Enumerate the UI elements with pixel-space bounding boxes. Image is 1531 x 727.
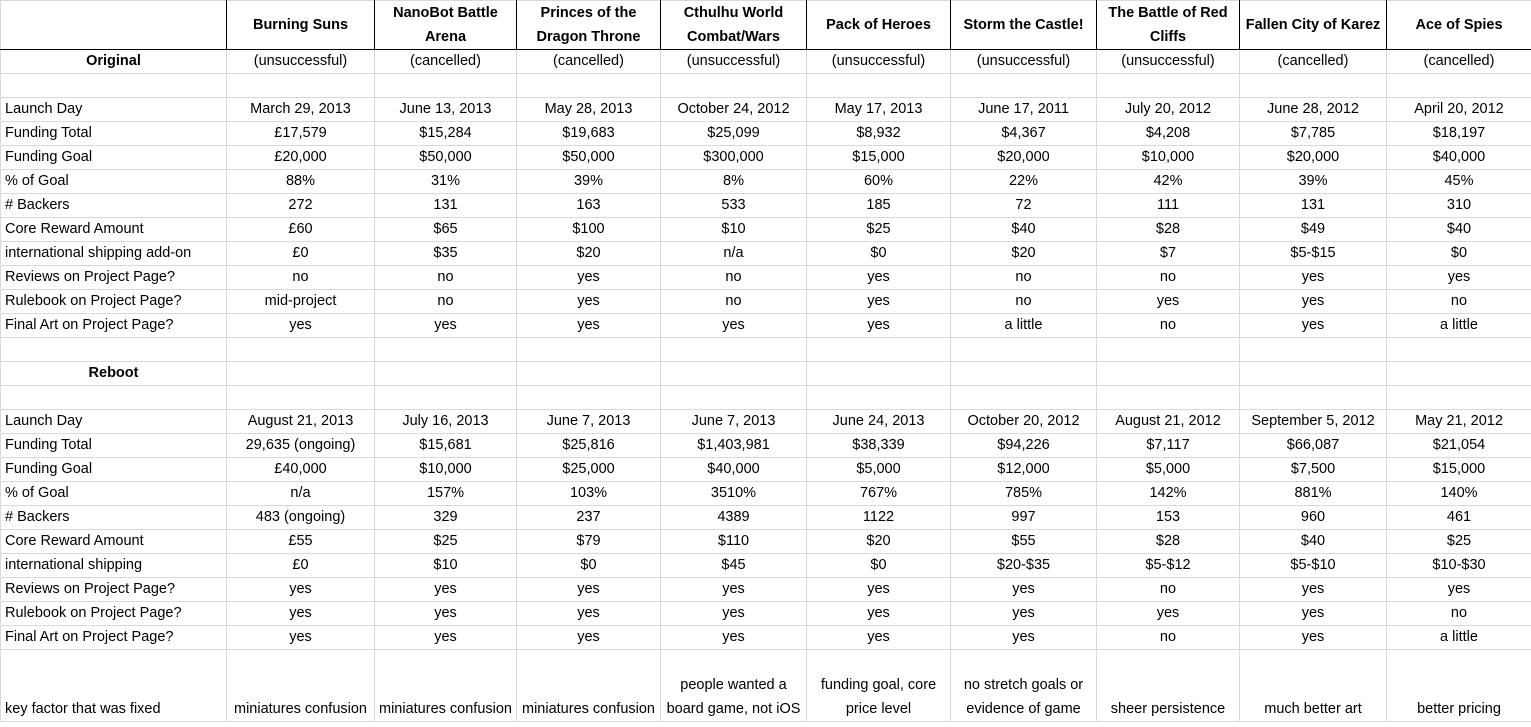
original-data-row [1, 194, 1531, 218]
section-title-reboot[interactable]: Reboot [1, 362, 227, 386]
empty-cell[interactable] [661, 386, 807, 410]
data-cell[interactable]: 88% [227, 170, 375, 194]
data-cell[interactable]: $25 [375, 530, 517, 554]
data-cell[interactable]: $5-$10 [1240, 554, 1387, 578]
data-cell[interactable]: £55 [227, 530, 375, 554]
key-factor-cell[interactable]: no stretch goals or evidence of game [951, 650, 1097, 722]
key-factor-cell[interactable]: miniatures confusion [227, 650, 375, 722]
data-cell[interactable]: 60% [807, 170, 951, 194]
data-cell[interactable]: yes [1240, 314, 1387, 338]
data-cell[interactable]: $25 [1387, 530, 1531, 554]
data-cell[interactable]: $10 [661, 218, 807, 242]
data-cell[interactable]: 310 [1387, 194, 1531, 218]
reboot-title-row [1, 362, 1531, 386]
row-label[interactable]: Funding Total [1, 122, 227, 146]
data-cell[interactable]: $79 [517, 530, 661, 554]
empty-cell[interactable] [807, 338, 951, 362]
key-factor-cell[interactable]: funding goal, core price level [807, 650, 951, 722]
empty-cell[interactable] [1097, 362, 1240, 386]
row-label[interactable]: Core Reward Amount [1, 530, 227, 554]
original-data-row [1, 242, 1531, 266]
empty-cell[interactable] [1387, 338, 1531, 362]
data-cell[interactable]: no [1387, 602, 1531, 626]
key-factor-cell[interactable]: sheer persistence [1097, 650, 1240, 722]
data-cell[interactable]: $0 [1387, 242, 1531, 266]
data-cell[interactable]: $5,000 [1097, 458, 1240, 482]
data-cell[interactable]: $18,197 [1387, 122, 1531, 146]
original-data-row [1, 98, 1531, 122]
game-name-header[interactable]: Burning Suns [227, 1, 375, 50]
empty-cell[interactable] [661, 338, 807, 362]
row-label[interactable]: Funding Total [1, 434, 227, 458]
data-cell[interactable]: n/a [661, 242, 807, 266]
data-cell[interactable]: $5,000 [807, 458, 951, 482]
data-cell[interactable]: 785% [951, 482, 1097, 506]
data-cell[interactable]: $12,000 [951, 458, 1097, 482]
data-cell[interactable]: 237 [517, 506, 661, 530]
data-cell[interactable]: $7,785 [1240, 122, 1387, 146]
data-cell[interactable]: $10-$30 [1387, 554, 1531, 578]
data-cell[interactable]: 4389 [661, 506, 807, 530]
data-cell[interactable]: $5-$12 [1097, 554, 1240, 578]
game-name-header[interactable]: The Battle of Red Cliffs [1097, 1, 1240, 50]
data-cell[interactable]: yes [807, 314, 951, 338]
data-cell[interactable]: $7 [1097, 242, 1240, 266]
data-cell[interactable]: yes [1240, 578, 1387, 602]
game-name-header[interactable]: Fallen City of Karez [1240, 1, 1387, 50]
data-cell[interactable]: $15,000 [807, 146, 951, 170]
spacer-row [1, 386, 1531, 410]
data-cell[interactable]: yes [1240, 626, 1387, 650]
data-cell[interactable]: 29,635 (ongoing) [227, 434, 375, 458]
game-name-header[interactable]: Princes of the Dragon Throne [517, 1, 661, 50]
game-status-cell[interactable]: (cancelled) [517, 50, 661, 74]
data-cell[interactable]: a little [951, 314, 1097, 338]
key-factor-row [1, 650, 1531, 722]
data-cell[interactable]: $40,000 [1387, 146, 1531, 170]
data-cell[interactable]: 533 [661, 194, 807, 218]
row-label[interactable]: international shipping add-on [1, 242, 227, 266]
data-cell[interactable]: yes [227, 626, 375, 650]
row-label[interactable]: international shipping [1, 554, 227, 578]
data-cell[interactable]: yes [375, 314, 517, 338]
game-status-cell[interactable]: (unsuccessful) [807, 50, 951, 74]
data-cell[interactable]: $15,284 [375, 122, 517, 146]
data-cell[interactable]: $25,000 [517, 458, 661, 482]
data-cell[interactable]: $49 [1240, 218, 1387, 242]
game-name-header[interactable]: NanoBot Battle Arena [375, 1, 517, 50]
data-cell[interactable]: no [1097, 314, 1240, 338]
data-cell[interactable]: $15,681 [375, 434, 517, 458]
data-cell[interactable]: $20,000 [951, 146, 1097, 170]
data-cell[interactable]: no [951, 266, 1097, 290]
empty-cell[interactable] [951, 386, 1097, 410]
data-cell[interactable]: yes [517, 290, 661, 314]
data-cell[interactable]: $35 [375, 242, 517, 266]
data-cell[interactable]: £20,000 [227, 146, 375, 170]
data-cell[interactable]: yes [807, 290, 951, 314]
data-cell[interactable]: yes [951, 602, 1097, 626]
corner-cell[interactable] [1, 1, 227, 50]
spacer-row [1, 338, 1531, 362]
row-label[interactable]: % of Goal [1, 482, 227, 506]
data-cell[interactable]: $8,932 [807, 122, 951, 146]
data-cell[interactable]: October 20, 2012 [951, 410, 1097, 434]
section-title-original[interactable]: Original [1, 50, 227, 74]
empty-cell[interactable] [1387, 386, 1531, 410]
data-cell[interactable]: yes [661, 578, 807, 602]
data-cell[interactable]: yes [807, 266, 951, 290]
data-cell[interactable]: £0 [227, 242, 375, 266]
original-data-row [1, 290, 1531, 314]
data-cell[interactable]: 42% [1097, 170, 1240, 194]
data-cell[interactable]: yes [227, 578, 375, 602]
game-status-cell[interactable]: (unsuccessful) [1097, 50, 1240, 74]
data-cell[interactable]: 45% [1387, 170, 1531, 194]
game-name-header[interactable]: Storm the Castle! [951, 1, 1097, 50]
original-data-row [1, 266, 1531, 290]
data-cell[interactable]: $66,087 [1240, 434, 1387, 458]
reboot-data-row [1, 410, 1531, 434]
data-cell[interactable]: yes [517, 266, 661, 290]
data-cell[interactable]: yes [661, 314, 807, 338]
data-cell[interactable]: October 24, 2012 [661, 98, 807, 122]
key-factor-cell[interactable]: much better art [1240, 650, 1387, 722]
data-cell[interactable]: $100 [517, 218, 661, 242]
data-cell[interactable]: 163 [517, 194, 661, 218]
data-cell[interactable]: yes [807, 578, 951, 602]
game-status-cell[interactable]: (cancelled) [375, 50, 517, 74]
key-factor-cell[interactable]: miniatures confusion [517, 650, 661, 722]
data-cell[interactable]: yes [517, 314, 661, 338]
data-cell[interactable]: £0 [227, 554, 375, 578]
data-cell[interactable]: yes [375, 602, 517, 626]
row-label[interactable]: Final Art on Project Page? [1, 314, 227, 338]
data-cell[interactable]: n/a [227, 482, 375, 506]
data-cell[interactable]: $10,000 [375, 458, 517, 482]
data-cell[interactable]: 39% [517, 170, 661, 194]
data-cell[interactable]: May 21, 2012 [1387, 410, 1531, 434]
empty-cell[interactable] [1240, 386, 1387, 410]
data-cell[interactable]: no [661, 266, 807, 290]
reboot-data-row [1, 458, 1531, 482]
data-cell[interactable]: no [1097, 578, 1240, 602]
original-status-row [1, 50, 1531, 74]
data-cell[interactable]: $28 [1097, 530, 1240, 554]
data-cell[interactable]: $20 [951, 242, 1097, 266]
game-name-header[interactable]: Cthulhu World Combat/Wars [661, 1, 807, 50]
data-cell[interactable]: $19,683 [517, 122, 661, 146]
data-cell[interactable]: $21,054 [1387, 434, 1531, 458]
empty-cell[interactable] [1240, 362, 1387, 386]
data-cell[interactable]: $300,000 [661, 146, 807, 170]
data-cell[interactable]: yes [227, 602, 375, 626]
spacer-row [1, 74, 1531, 98]
reboot-data-row [1, 602, 1531, 626]
row-label[interactable]: Launch Day [1, 98, 227, 122]
data-cell[interactable]: 997 [951, 506, 1097, 530]
data-cell[interactable]: 131 [375, 194, 517, 218]
data-cell[interactable]: $0 [807, 554, 951, 578]
data-cell[interactable]: yes [951, 626, 1097, 650]
row-label[interactable]: Final Art on Project Page? [1, 626, 227, 650]
data-cell[interactable]: 272 [227, 194, 375, 218]
data-cell[interactable]: no [951, 290, 1097, 314]
data-cell[interactable]: $110 [661, 530, 807, 554]
data-cell[interactable]: 3510% [661, 482, 807, 506]
data-cell[interactable]: May 28, 2013 [517, 98, 661, 122]
empty-cell[interactable] [1097, 74, 1240, 98]
data-cell[interactable]: March 29, 2013 [227, 98, 375, 122]
data-cell[interactable]: 22% [951, 170, 1097, 194]
data-cell[interactable]: yes [1240, 290, 1387, 314]
data-cell[interactable]: May 17, 2013 [807, 98, 951, 122]
data-cell[interactable]: 185 [807, 194, 951, 218]
data-cell[interactable]: no [375, 266, 517, 290]
data-cell[interactable]: yes [517, 602, 661, 626]
data-cell[interactable]: a little [1387, 626, 1531, 650]
empty-cell[interactable] [1387, 74, 1531, 98]
data-cell[interactable]: $5-$15 [1240, 242, 1387, 266]
data-cell[interactable]: $40,000 [661, 458, 807, 482]
key-factor-cell[interactable]: miniatures confusion [375, 650, 517, 722]
original-data-row [1, 170, 1531, 194]
empty-cell[interactable] [1387, 362, 1531, 386]
game-name-header[interactable]: Ace of Spies [1387, 1, 1531, 50]
data-cell[interactable]: $4,208 [1097, 122, 1240, 146]
data-cell[interactable]: yes [517, 578, 661, 602]
empty-cell[interactable] [375, 338, 517, 362]
data-cell[interactable]: yes [1097, 602, 1240, 626]
data-cell[interactable]: $20 [807, 530, 951, 554]
empty-cell[interactable] [951, 362, 1097, 386]
row-label[interactable]: key factor that was fixed [1, 650, 227, 722]
data-cell[interactable]: 483 (ongoing) [227, 506, 375, 530]
data-cell[interactable]: 153 [1097, 506, 1240, 530]
empty-cell[interactable] [375, 362, 517, 386]
data-cell[interactable]: £60 [227, 218, 375, 242]
data-cell[interactable]: $65 [375, 218, 517, 242]
data-cell[interactable]: $20 [517, 242, 661, 266]
data-cell[interactable]: $25,099 [661, 122, 807, 146]
empty-cell[interactable] [661, 74, 807, 98]
data-cell[interactable]: $15,000 [1387, 458, 1531, 482]
data-cell[interactable]: 157% [375, 482, 517, 506]
empty-cell[interactable] [1240, 338, 1387, 362]
data-cell[interactable]: $25,816 [517, 434, 661, 458]
data-cell[interactable]: yes [375, 626, 517, 650]
data-cell[interactable]: a little [1387, 314, 1531, 338]
data-cell[interactable]: 8% [661, 170, 807, 194]
data-cell[interactable]: $20-$35 [951, 554, 1097, 578]
data-cell[interactable]: yes [1240, 266, 1387, 290]
data-cell[interactable]: June 24, 2013 [807, 410, 951, 434]
data-cell[interactable]: July 20, 2012 [1097, 98, 1240, 122]
empty-cell[interactable] [1240, 74, 1387, 98]
data-cell[interactable]: September 5, 2012 [1240, 410, 1387, 434]
data-cell[interactable]: no [1097, 626, 1240, 650]
reboot-data-row [1, 506, 1531, 530]
original-data-row [1, 218, 1531, 242]
empty-cell[interactable] [1, 338, 227, 362]
data-cell[interactable]: yes [227, 314, 375, 338]
row-label[interactable]: Rulebook on Project Page? [1, 290, 227, 314]
row-label[interactable]: # Backers [1, 506, 227, 530]
game-name-header[interactable]: Pack of Heroes [807, 1, 951, 50]
data-cell[interactable]: yes [807, 626, 951, 650]
empty-cell[interactable] [517, 386, 661, 410]
data-cell[interactable]: $25 [807, 218, 951, 242]
original-data-row [1, 314, 1531, 338]
key-factor-cell[interactable]: better pricing [1387, 650, 1531, 722]
data-cell[interactable]: $10 [375, 554, 517, 578]
data-cell[interactable]: no [1097, 266, 1240, 290]
data-cell[interactable]: 329 [375, 506, 517, 530]
data-cell[interactable]: yes [375, 578, 517, 602]
data-cell[interactable]: June 28, 2012 [1240, 98, 1387, 122]
data-cell[interactable]: 140% [1387, 482, 1531, 506]
empty-cell[interactable] [517, 362, 661, 386]
data-cell[interactable]: 142% [1097, 482, 1240, 506]
empty-cell[interactable] [517, 338, 661, 362]
empty-cell[interactable] [375, 74, 517, 98]
data-cell[interactable]: $1,403,981 [661, 434, 807, 458]
data-cell[interactable]: June 7, 2013 [661, 410, 807, 434]
reboot-data-row [1, 434, 1531, 458]
data-cell[interactable]: yes [1387, 266, 1531, 290]
empty-cell[interactable] [227, 74, 375, 98]
key-factor-cell[interactable]: people wanted a board game, not iOS [661, 650, 807, 722]
data-cell[interactable]: 131 [1240, 194, 1387, 218]
empty-cell[interactable] [1097, 386, 1240, 410]
data-cell[interactable]: 881% [1240, 482, 1387, 506]
data-cell[interactable]: 103% [517, 482, 661, 506]
game-status-cell[interactable]: (cancelled) [1387, 50, 1531, 74]
data-cell[interactable]: 461 [1387, 506, 1531, 530]
data-cell[interactable]: $55 [951, 530, 1097, 554]
data-cell[interactable]: yes [1097, 290, 1240, 314]
reboot-data-row [1, 554, 1531, 578]
data-cell[interactable]: 1122 [807, 506, 951, 530]
data-cell[interactable]: $38,339 [807, 434, 951, 458]
header-row [1, 1, 1531, 50]
data-cell[interactable]: £17,579 [227, 122, 375, 146]
empty-cell[interactable] [807, 362, 951, 386]
row-label[interactable]: Reviews on Project Page? [1, 578, 227, 602]
row-label[interactable]: Funding Goal [1, 458, 227, 482]
row-label[interactable]: Funding Goal [1, 146, 227, 170]
game-status-cell[interactable]: (unsuccessful) [661, 50, 807, 74]
row-label[interactable]: Launch Day [1, 410, 227, 434]
data-cell[interactable]: $7,500 [1240, 458, 1387, 482]
row-label[interactable]: Reviews on Project Page? [1, 266, 227, 290]
empty-cell[interactable] [227, 386, 375, 410]
data-cell[interactable]: yes [661, 602, 807, 626]
data-cell[interactable]: 960 [1240, 506, 1387, 530]
data-cell[interactable]: $50,000 [375, 146, 517, 170]
data-cell[interactable]: 31% [375, 170, 517, 194]
data-cell[interactable]: $28 [1097, 218, 1240, 242]
empty-cell[interactable] [1, 74, 227, 98]
data-cell[interactable]: 39% [1240, 170, 1387, 194]
empty-cell[interactable] [227, 362, 375, 386]
empty-cell[interactable] [951, 338, 1097, 362]
data-cell[interactable]: yes [517, 626, 661, 650]
data-cell[interactable]: June 17, 2011 [951, 98, 1097, 122]
data-cell[interactable]: mid-project [227, 290, 375, 314]
data-cell[interactable]: $45 [661, 554, 807, 578]
data-cell[interactable]: June 7, 2013 [517, 410, 661, 434]
data-cell[interactable]: yes [1387, 578, 1531, 602]
data-cell[interactable]: 72 [951, 194, 1097, 218]
game-status-cell[interactable]: (unsuccessful) [227, 50, 375, 74]
empty-cell[interactable] [227, 338, 375, 362]
data-cell[interactable]: no [227, 266, 375, 290]
row-label[interactable]: Core Reward Amount [1, 218, 227, 242]
data-cell[interactable]: yes [661, 626, 807, 650]
data-cell[interactable]: $20,000 [1240, 146, 1387, 170]
game-status-cell[interactable]: (cancelled) [1240, 50, 1387, 74]
empty-cell[interactable] [807, 74, 951, 98]
data-cell[interactable]: $0 [807, 242, 951, 266]
reboot-data-row [1, 626, 1531, 650]
reboot-data-row [1, 482, 1531, 506]
data-cell[interactable]: yes [807, 602, 951, 626]
data-cell[interactable]: $0 [517, 554, 661, 578]
data-cell[interactable]: June 13, 2013 [375, 98, 517, 122]
empty-cell[interactable] [1, 386, 227, 410]
data-cell[interactable]: $40 [1240, 530, 1387, 554]
data-cell[interactable]: no [1387, 290, 1531, 314]
empty-cell[interactable] [951, 74, 1097, 98]
data-cell[interactable]: £40,000 [227, 458, 375, 482]
data-cell[interactable]: $4,367 [951, 122, 1097, 146]
row-label[interactable]: # Backers [1, 194, 227, 218]
empty-cell[interactable] [1097, 338, 1240, 362]
data-cell[interactable]: April 20, 2012 [1387, 98, 1531, 122]
data-cell[interactable]: August 21, 2013 [227, 410, 375, 434]
data-cell[interactable]: $10,000 [1097, 146, 1240, 170]
empty-cell[interactable] [375, 386, 517, 410]
game-status-cell[interactable]: (unsuccessful) [951, 50, 1097, 74]
data-cell[interactable]: yes [951, 578, 1097, 602]
data-cell[interactable]: July 16, 2013 [375, 410, 517, 434]
data-cell[interactable]: $50,000 [517, 146, 661, 170]
data-cell[interactable]: $40 [951, 218, 1097, 242]
empty-cell[interactable] [517, 74, 661, 98]
data-cell[interactable]: yes [1240, 602, 1387, 626]
data-cell[interactable]: 767% [807, 482, 951, 506]
row-label[interactable]: % of Goal [1, 170, 227, 194]
data-cell[interactable]: $94,226 [951, 434, 1097, 458]
reboot-data-row [1, 530, 1531, 554]
data-cell[interactable]: no [375, 290, 517, 314]
reboot-data-row [1, 578, 1531, 602]
original-data-row [1, 146, 1531, 170]
original-data-row [1, 122, 1531, 146]
row-label[interactable]: Rulebook on Project Page? [1, 602, 227, 626]
data-cell[interactable]: $7,117 [1097, 434, 1240, 458]
empty-cell[interactable] [661, 362, 807, 386]
data-cell[interactable]: 111 [1097, 194, 1240, 218]
data-cell[interactable]: $40 [1387, 218, 1531, 242]
empty-cell[interactable] [807, 386, 951, 410]
data-cell[interactable]: August 21, 2012 [1097, 410, 1240, 434]
data-cell[interactable]: no [661, 290, 807, 314]
